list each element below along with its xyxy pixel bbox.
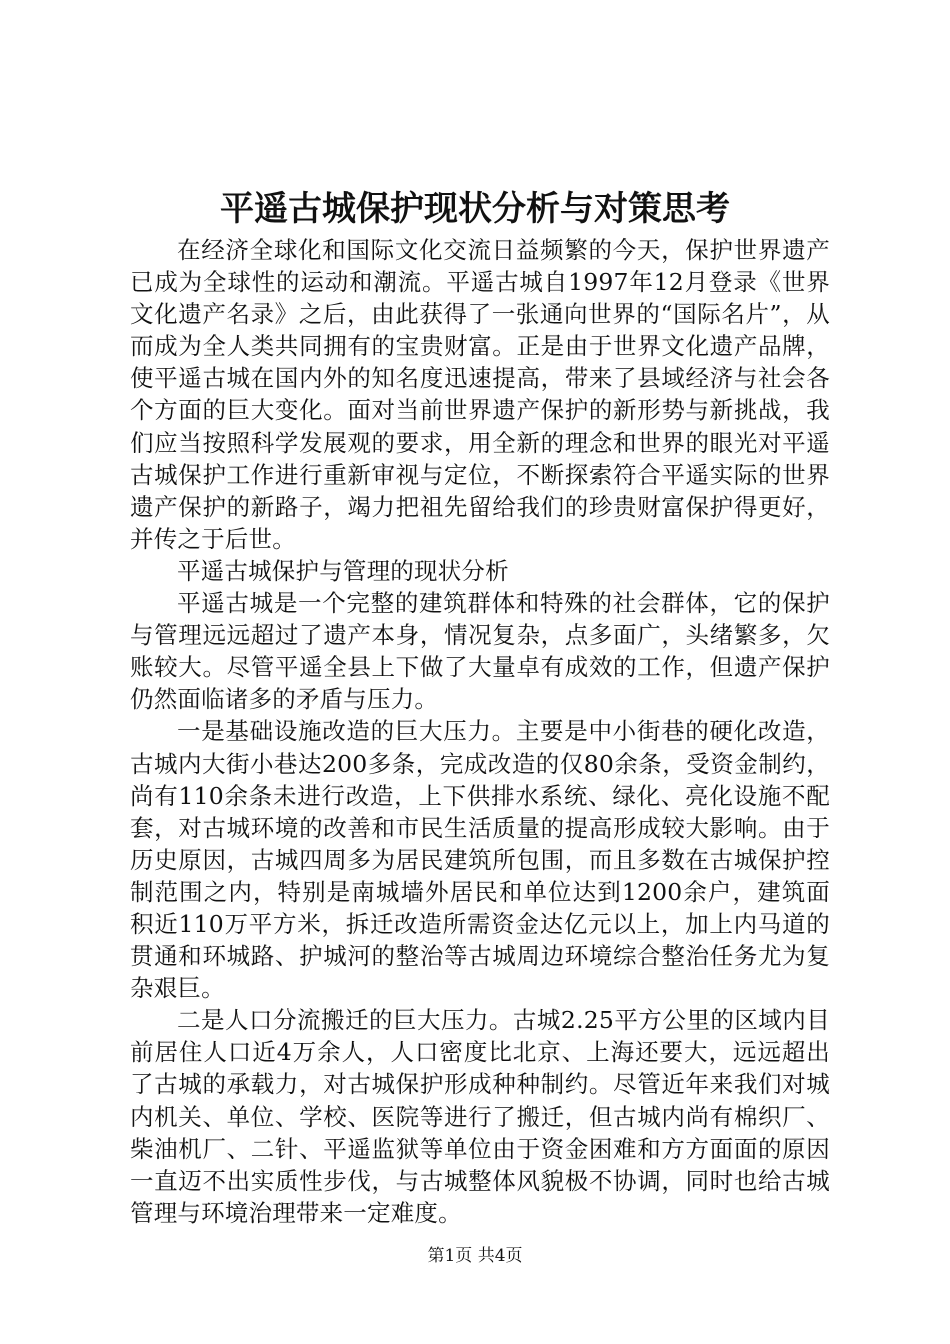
section-heading: 平遥古城保护与管理的现状分析 [177, 556, 509, 585]
paragraph-population: 二是人口分流搬迁的巨大压力。古城2.25平方公里的区域内目前居住人口近4万余人，人口密度比北京、上海还要大，远远超出了古城的承载力，对古城保护形成种种制约。尽管近年来我们对城内机关、单位、学校、医院等进行了搬迁，但古城内尚有棉织厂、柴油机厂、二针、平遥监狱等单位由于资金困难和方方面面的原因一直迈不出实质性步伐，与古城整体风貌极不协调，同时也给古城管理与环境治理带来一定难度。 [130, 1006, 830, 1227]
paragraph-intro: 在经济全球化和国际文化交流日益频繁的今天，保护世界遗产已成为全球性的运动和潮流。平遥古城自1997年12月登录《世界文化遗产名录》之后，由此获得了一张通向世界的“国际名片”，从而成为全人类共同拥有的宝贵财富。正是由于世界文化遗产品牌，使平遥古城在国内外的知名度迅速提高，带来了县域经济与社会各个方面的巨大变化。面对当前世界遗产保护的新形势与新挑战，我们应当按照科学发展观的要求，用全新的理念和世界的眼光对平遥古城保护工作进行重新审视与定位，不断探索符合平遥实际的世界遗产保护的新路子，竭力把祖先留给我们的珍贵财富保护得更好，并传之于后世。 [130, 236, 830, 553]
document-title: 平遥古城保护现状分析与对策思考 [220, 189, 730, 229]
document-body [130, 234, 830, 1229]
page-number-footer: 第1页 共4页 [427, 1246, 523, 1266]
paragraph-overview: 平遥古城是一个完整的建筑群体和特殊的社会群体，它的保护与管理远远超过了遗产本身，情况复杂，点多面广，头绪繁多，欠账较大。尽管平遥全县上下做了大量卓有成效的工作，但遗产保护仍然面临诸多的矛盾与压力。 [130, 589, 830, 714]
paragraph-infrastructure: 一是基础设施改造的巨大压力。主要是中小街巷的硬化改造，古城内大街小巷达200多条，完成改造的仅80余条，受资金制约，尚有110余条未进行改造，上下供排水系统、绿化、亮化设施不配套，对古城环境的改善和市民生活质量的提高形成较大影响。由于历史原因，古城四周多为居民建筑所包围，而且多数在古城保护控制范围之内，特别是南城墙外居民和单位达到1200余户，建筑面积近110万平方米，拆迁改造所需资金达亿元以上，加上内马道的贯通和环城路、护城河的整治等古城周边环境综合整治任务尤为复杂艰巨。 [130, 717, 830, 1003]
